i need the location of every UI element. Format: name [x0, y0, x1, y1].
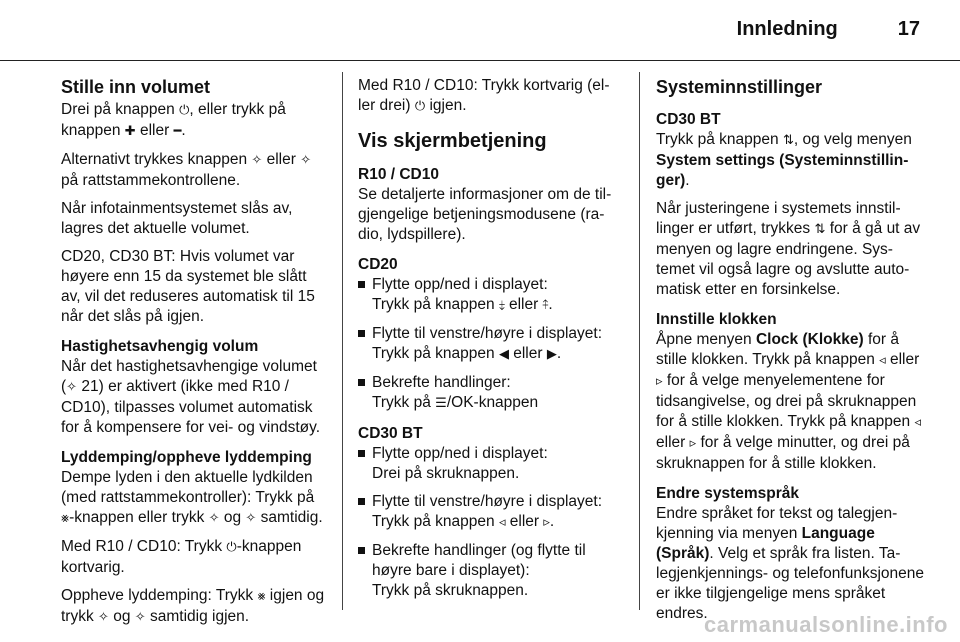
heading-volume: Stille inn volumet [61, 77, 211, 97]
cd30-list [358, 444, 620, 601]
paragraph: Endre språket for tekst og talegjenkjenning via menyen Language (Språk). Velg et språk fra listen. Talegjenkjennings- og telefonfunksjonene er ikke tilgjengelige mens språket endres. [656, 505, 925, 622]
page-header [0, 18, 920, 48]
column-3 [656, 76, 924, 632]
volume-down-icon: ✧ [300, 153, 312, 168]
paragraph: Oppheve lyddemping: Trykk ⨳ igjen og trykk ✧ og ✧ samtidig igjen. [61, 587, 325, 625]
heading-display-operation: Vis skjermbetjening [358, 130, 547, 152]
triangle-left-icon: ◃ [498, 515, 506, 530]
mute-icon: ⨳ [257, 589, 266, 604]
power-icon: ⏻ [179, 103, 190, 118]
page-title: Innledning [736, 18, 838, 40]
column-divider-1 [342, 72, 343, 610]
triangle-left-icon: ◃ [914, 415, 921, 430]
header-rule [0, 60, 960, 61]
power-icon: ⏻ [414, 99, 426, 114]
heading-system-settings: Systeminnstillinger [656, 77, 823, 97]
watermark: carmanualsonline.info [704, 612, 948, 637]
paragraph: Når infotainmentsystemet slås av, lagres det aktuelle volumet. [61, 200, 293, 237]
menu-icon: ☰ [435, 396, 447, 411]
paragraph: CD20, CD30 BT: Hvis volumet var høyere enn 15 da systemet ble slått av, vil det reduseres automatisk til 15 når det slås på igjen. [61, 248, 315, 325]
paragraph: Se detaljerte informasjoner om de tilgjengelige betjeningsmodusene (radio, lydspillere). [358, 186, 612, 243]
column-divider-2 [639, 72, 640, 610]
heading-r10-cd10: R10 / CD10 [358, 166, 439, 183]
arrow-left-icon: ◀ [498, 347, 509, 362]
volume-up-icon: ✧ [98, 610, 109, 625]
paragraph: Med R10 / CD10: Trykk ⏻-knappen kortvarig. [61, 538, 302, 576]
arrow-down-icon: ⤈ [498, 298, 505, 313]
list-item: Flytte opp/ned i displayet: Drei på skruknappen. [358, 444, 620, 484]
paragraph: Trykk på knappen ⇅, og velg menyen System settings (Systeminnstillinger). [656, 131, 912, 189]
cd20-list [358, 275, 620, 414]
config-icon: ⇅ [814, 222, 826, 237]
mute-icon: ⨳ [61, 511, 70, 526]
power-icon: ⏻ [226, 540, 237, 555]
paragraph: Drei på knappen ⏻, eller trykk på knappen ✚ eller ━. [61, 101, 286, 139]
paragraph: Når justeringene i systemets innstillinger er utført, trykkes ⇅ for å gå ut av menyen og lagre endringene. Systemet vil også lagre og avslutte automatisk etter en forsinkelse. [656, 200, 921, 298]
arrow-right-icon: ▶ [546, 347, 557, 362]
list-item: Bekrefte handlinger: Trykk på ☰/OK-knappen [358, 373, 620, 414]
reference-icon: ✧ [66, 380, 78, 395]
minus-icon: ━ [173, 124, 182, 139]
paragraph: Når det hastighetsavhengige volumet (✧ 21) er aktivert (ikke med R10 / CD10), tilpasses volumet automatisk for å kompensere for vei- og vindstøy. [61, 358, 321, 436]
heading-cd30bt: CD30 BT [656, 111, 721, 128]
heading-set-clock: Innstille klokken [656, 311, 777, 328]
heading-cd30bt: CD30 BT [358, 425, 423, 442]
plus-icon: ✚ [124, 124, 136, 139]
heading-change-language: Endre systemspråk [656, 485, 800, 502]
paragraph: Alternativt trykkes knappen ✧ eller ✧ på rattstammekontrollene. [61, 151, 312, 189]
list-item: Bekrefte handlinger (og flytte til høyre bare i displayet): Trykk på skruknappen. [358, 541, 620, 601]
list-item: Flytte til venstre/høyre i displayet: Trykk på knappen ◃ eller ▹. [358, 492, 620, 533]
column-1 [61, 76, 325, 636]
arrow-up-icon: ⤉ [542, 298, 549, 313]
triangle-left-icon: ◃ [879, 353, 886, 368]
paragraph: Dempe lyden i den aktuelle lydkilden (med rattstammekontroller): Trykk på ⨳-knappen eller trykk ✧ og ✧ samtidig. [61, 469, 323, 526]
list-item: Flytte opp/ned i displayet: Trykk på knappen ⤈ eller ⤉. [358, 275, 620, 316]
volume-up-icon: ✧ [208, 511, 220, 526]
column-2 [358, 76, 620, 609]
config-icon: ⇅ [782, 133, 794, 148]
page-number: 17 [897, 18, 920, 40]
heading-mute: Lyddemping/oppheve lyddemping [61, 449, 312, 466]
triangle-right-icon: ▹ [543, 515, 550, 530]
heading-speed-volume: Hastighetsavhengig volum [61, 338, 259, 355]
volume-down-icon: ✧ [245, 511, 257, 526]
paragraph: Med R10 / CD10: Trykk kortvarig (eller drei) ⏻ igjen. [358, 77, 610, 114]
triangle-right-icon: ▹ [656, 374, 663, 389]
volume-up-icon: ✧ [251, 153, 263, 168]
list-item: Flytte til venstre/høyre i displayet: Trykk på knappen ◀ eller ▶. [358, 324, 620, 365]
paragraph: Åpne menyen Clock (Klokke) for å stille klokken. Trykk på knappen ◃ eller ▹ for å velge menyelementene for tidsangivelse, og drei på skruknappen for å stille klokken. Trykk på knappen ◃ eller ▹ for å velge minutter, og drei på skruknappen for å stille klokken. [656, 331, 921, 472]
triangle-right-icon: ▹ [689, 436, 697, 451]
volume-down-icon: ✧ [134, 610, 146, 625]
heading-cd20: CD20 [358, 256, 398, 273]
